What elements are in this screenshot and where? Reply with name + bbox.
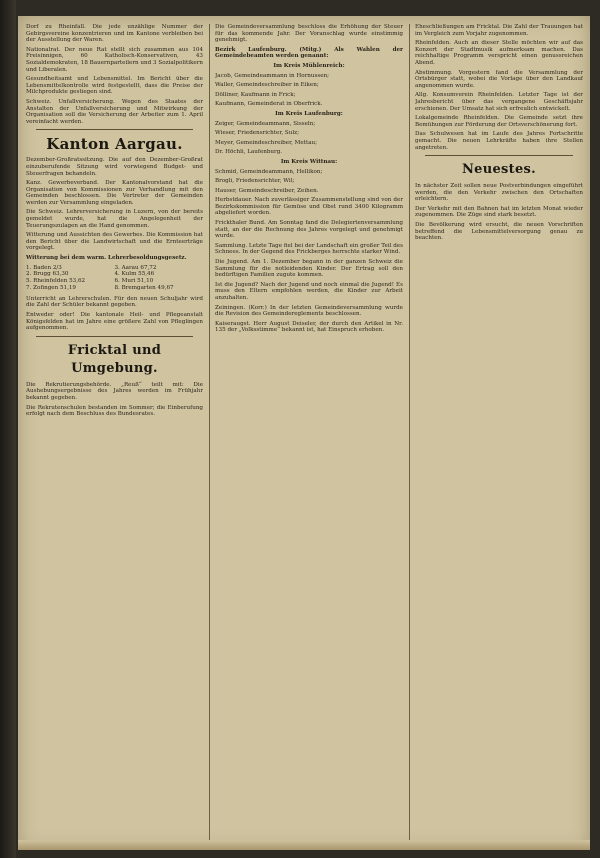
section-heading-neuestes: Neuestes.	[461, 162, 537, 178]
article-text: Schweiz. Unfallversicherung. Wegen des Staates der Anstalten der Unfallversicherung und Mitwirkung der Organisation soll die Versicherung der Arbeiter zum 1. April vereinfacht werden.	[26, 98, 203, 125]
page-edge	[18, 840, 590, 850]
article-text: Abstimmung. Vorgestern fand die Versammlung der Ortsbürger statt, wobei die Vorlage über den Landkauf angenommen wurde.	[415, 69, 583, 89]
list-title: Im Kreis Laufenburg:	[275, 110, 343, 117]
book-gutter	[0, 0, 16, 858]
column-middle	[215, 24, 403, 842]
column-rule	[409, 24, 410, 842]
article-text: Die Rekrutenschulen bestanden im Sommer; die Einberufung erfolgt nach dem Beschluss des Bundesrates.	[26, 404, 203, 418]
article-text: Kaiseraugst. Herr August Deiseler, der durch den Artikel in Nr. 135 der „Volksstimme“ bekannt ist, hat Einspruch erhoben.	[215, 320, 403, 334]
article-text: Nationalrat. Der neue Rat stellt sich zusammen aus 104 Freisinnigen, 60 Katholisch-Konservativen, 43 Sozialdemokraten, 18 Bauernparteilern und 3 Sozialpolitikern und Liberalen.	[26, 46, 203, 73]
section-heading-aargau: Kanton Aargau.	[46, 135, 183, 154]
divider	[36, 336, 193, 337]
article-text: Die Gemeindeversammlung beschloss die Erhöhung der Steuer für das kommende Jahr. Der Voranschlag wurde einstimmig genehmigt.	[215, 24, 403, 44]
article-text: Dezember-Großratssitzung. Die auf den Dezember-Großrat einzuberufende Sitzung wird vorwiegend Budget- und Steuerfragen behandeln.	[26, 157, 203, 177]
table-title: Witterung bei dem warm. Lehrerbesoldungsgesetz.	[26, 255, 187, 262]
table-row: 2. Brugg 63,30 4. Kulm 55,46	[26, 271, 155, 278]
article-text: Unterricht an Lehrerschulen. Für den neuen Schuljahr wird die Zahl der Schüler bekannt gegeben.	[26, 295, 203, 309]
article-text: Dorf zu Rheinfall. Die jede unzählige Nummer der Gebirgsvereine konzentrieren und im Kantone verbleiben bei der Ausstellung der Waren.	[26, 24, 203, 44]
list-item: Meyer, Gemeindeschreiber, Mettau;	[215, 139, 318, 146]
section-heading-fricktal: Fricktal und Umgebung.	[67, 342, 162, 376]
list-item: Hauser, Gemeindeschreiber, Zeihen.	[215, 187, 319, 194]
district-table	[26, 265, 203, 292]
article-text: Der Verkehr mit den Bahnen hat im letzten Monat wieder zugenommen. Die Züge sind stark besetzt.	[415, 205, 583, 219]
newspaper-page	[18, 16, 590, 850]
column-left	[26, 24, 203, 842]
column-right	[415, 24, 583, 842]
list-title: Im Kreis Wittnau:	[280, 158, 338, 165]
table-row: 5. Rheinfelden 53,62 6. Muri 51,10	[26, 278, 154, 285]
list-item: Wieser, Friedensrichter, Sulz;	[215, 130, 299, 137]
list-title: Im Kreis Mühlenreich:	[273, 62, 345, 69]
article-text: Frickthaler Bund. Am Sonntag fand die Delegiertenversammlung statt, an der die Rechnung des Jahres vorgelegt und genehmigt wurde.	[215, 220, 403, 240]
article-text: Das Schulwesen hat im Laufe des Jahres Fortschritte gemacht. Die neuen Lehrkräfte haben ihre Stellen angetreten.	[415, 131, 583, 151]
article-text: Die Rekrutierungsbehörde. „Reuß“ teilt mit: Die Aushebungsergebnisse des Jahres werden im Frühjahr bekannt gegeben.	[26, 381, 203, 401]
article-text: Allg. Konsumverein Rheinfelden. Letzter Tage ist der Jahresbericht über das vergangene Geschäftsjahr erschienen. Der Umsatz hat sich erfreulich entwickelt.	[415, 92, 583, 112]
article-text: Gesundheitsamt und Lebensmittel. Im Bericht über die Lebensmittelkontrolle wird festgestellt, dass die Preise der Milchprodukte gestiegen sind.	[26, 76, 203, 96]
list-item: Zeiger, Gemeindeammann, Sisseln;	[215, 120, 316, 127]
article-text: Kanz. Gewerbeverband. Der Kantonalvorstand hat die Organisation von Kommissionen zur Verhandlung mit den Gemeinden beschlossen. Die Vertreter der Gemeinden werden zur Versammlung eingeladen.	[26, 180, 203, 206]
article-text: Die Bevölkerung wird ersucht, die neuen Vorschriften betreffend die Lebensmittelversorgung genau zu beachten.	[415, 222, 583, 242]
article-text: In nächster Zeit sollen neue Postverbindungen eingeführt werden, die den Verkehr zwischen den Ortschaften erleichtern.	[415, 183, 583, 203]
table-row: 1. Baden 2/3 3. Aarau 67,72	[26, 264, 157, 271]
list-item: Waller, Gemeindeschreiber in Eiken;	[215, 82, 319, 89]
list-item: Brogli, Friedensrichter, Wil;	[215, 178, 295, 185]
article-text: Sammlung. Letzte Tage fiel bei der Landschaft ein großer Teil des Schnees. In der Gegend des Frickberges herrschte starker Wind.	[215, 242, 403, 256]
list-item: Dölliner, Kaufmann in Frick;	[215, 91, 296, 98]
article-text: Herbstdauer. Nach zuverlässiger Zusammenstellung sind von der Bezirkskommission für Gemüse und Obst rund 3400 Kilogramm abgeliefert worden.	[215, 197, 403, 217]
list-item: Jacob, Gemeindeammann in Hornussen;	[215, 72, 329, 79]
article-text: Zeiningen. (Korr.) In der letzten Gemeindeversammlung wurde die Revision des Gemeindereglements beschlossen.	[215, 304, 403, 318]
article-text: Ist die Jugend? Nach der Jugend und noch einmal die Jugend! Es muss den Eltern empfohlen werden, die Kinder zur Arbeit anzuhalten.	[215, 281, 403, 301]
table-row: 7. Zofingen 51,19 8. Bremgarten 49,67	[26, 285, 174, 292]
article-text: Entweder oder! Die kantonale Heil- und Pflegeanstalt Königsfelden hat im Jahre eine größere Zahl von Pfleglingen aufgenommen.	[26, 312, 203, 332]
list-item: Schmid, Gemeindeammann, Hellikon;	[215, 168, 323, 175]
divider	[36, 129, 193, 130]
article-text: Die Jugend. Am 1. Dezember begann in der ganzen Schweiz die Sammlung für die notleidenden Kinder. Der Ertrag soll den bedürftigen Familien zugute kommen.	[215, 259, 403, 279]
divider	[425, 155, 573, 156]
article-text: Die Schweiz. Lehrerversicherung in Luzern, von der bereits gemeldet wurde, hat die Angelegenheit der Teuerungszulagen an die Hand genommen.	[26, 209, 203, 229]
article-text: Rheinfelden. Auch an dieser Stelle möchten wir auf das Konzert der Stadtmusik aufmerksam machen. Das reichhaltige Programm verspricht einen genussreichen Abend.	[415, 40, 583, 66]
article-text: Bezirk Laufenburg. (Mitg.) Als Wahlen der Gemeindebeamten werden genannt:	[215, 46, 403, 60]
list-item: Dr. Höchli, Laufenburg.	[215, 149, 283, 156]
column-rule	[209, 24, 210, 842]
list-item: Kaufmann, Gemeinderat in Oberfrick.	[215, 101, 323, 108]
article-text: Lokalgemeinde Rheinfelden. Die Gemeinde setzt ihre Bemühungen zur Förderung der Ortsverschönerung fort.	[415, 115, 583, 128]
article-text: Eheschließungen am Fricktal. Die Zahl der Trauungen hat im Vergleich zum Vorjahr zugenommen.	[415, 24, 583, 37]
article-text: Witterung und Aussichten des Gewerbes. Die Kommission hat den Bericht über die Landwirtschaft und die Ernteerträge vorgelegt.	[26, 232, 203, 252]
